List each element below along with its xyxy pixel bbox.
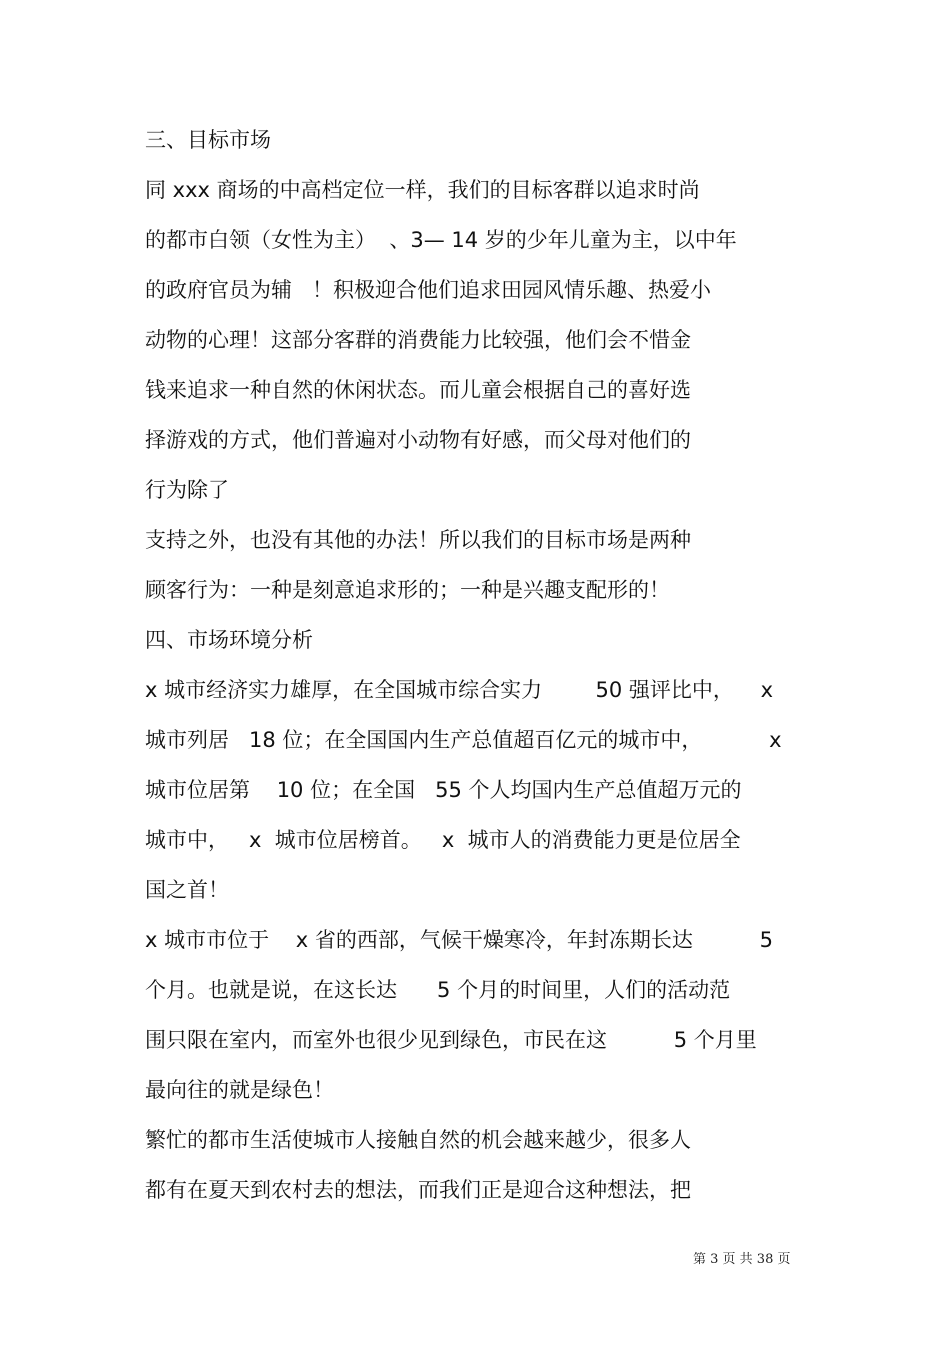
document-body <box>145 120 825 1220</box>
paragraph-line: x 城市经济实力雄厚，在全国城市综合实力 50 强评比中， x <box>145 678 774 702</box>
section-heading-target-market: 三、目标市场 <box>145 128 271 152</box>
paragraph-line: 行为除了 <box>145 478 229 502</box>
paragraph-line: 的都市白领（女性为主） 、3— 14 岁的少年儿童为主，以中年 <box>145 228 737 252</box>
paragraph-line: 动物的心理！这部分客群的消费能力比较强，他们会不惜金 <box>145 328 691 352</box>
paragraph-line: 城市列居 18 位；在全国国内生产总值超百亿元的城市中， x <box>145 728 782 752</box>
paragraph-line: 个月。也就是说，在这长达 5 个月的时间里，人们的活动范 <box>145 978 731 1002</box>
paragraph-line: 城市中， x 城市位居榜首。 x 城市人的消费能力更是位居全 <box>145 828 741 852</box>
paragraph-line: 繁忙的都市生活使城市人接触自然的机会越来越少，很多人 <box>145 1128 691 1152</box>
paragraph-line: 钱来追求一种自然的休闲状态。而儿童会根据自己的喜好选 <box>145 378 691 402</box>
paragraph-line: 都有在夏天到农村去的想法，而我们正是迎合这种想法，把 <box>145 1178 691 1202</box>
paragraph-line: 围只限在室内，而室外也很少见到绿色，市民在这 5 个月里 <box>145 1028 757 1052</box>
paragraph-line: 的政府官员为辅 ！积极迎合他们追求田园风情乐趣、热爱小 <box>145 278 712 302</box>
paragraph-line: 择游戏的方式，他们普遍对小动物有好感，而父母对他们的 <box>145 428 691 452</box>
paragraph-line: 支持之外，也没有其他的办法！所以我们的目标市场是两种 <box>145 528 691 552</box>
section-heading-market-environment: 四、市场环境分析 <box>145 628 313 652</box>
paragraph-line: x 城市市位于 x 省的西部，气候干燥寒冷，年封冻期长达 5 <box>145 928 774 952</box>
paragraph-line: 顾客行为：一种是刻意追求形的；一种是兴趣支配形的！ <box>145 578 670 602</box>
page-number-footer: 第 3 页 共 38 页 <box>693 1252 791 1267</box>
paragraph-line: 最向往的就是绿色！ <box>145 1078 334 1102</box>
paragraph-line: 国之首！ <box>145 878 229 902</box>
paragraph-line: 同 xxx 商场的中高档定位一样，我们的目标客群以追求时尚 <box>145 178 700 202</box>
paragraph-line: 城市位居第 10 位；在全国 55 个人均国内生产总值超万元的 <box>145 778 742 802</box>
